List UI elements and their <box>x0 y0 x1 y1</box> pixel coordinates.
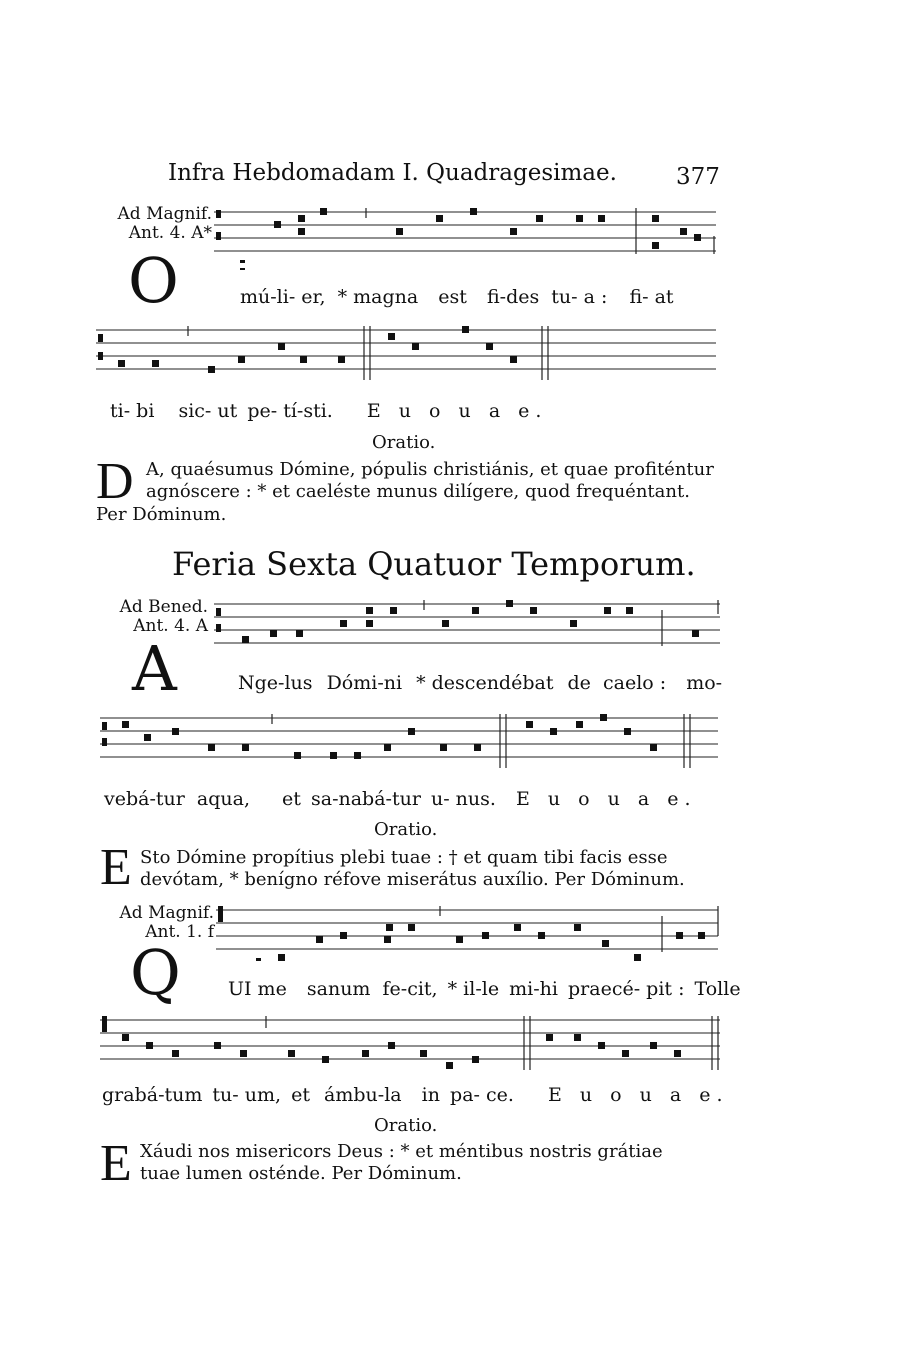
chant1-syl-3: est <box>438 286 467 308</box>
oratio3-line2: tuae lumen osténde. Per Dóminum. <box>140 1163 462 1184</box>
chant2-staff-1 <box>214 600 730 660</box>
chant1-initial: O <box>128 244 179 317</box>
oratio1-line1: A, quaésumus Dómine, pópulis christiánis, et quae profiténtur <box>146 459 714 480</box>
chant2-syl-5: caelo : <box>602 672 667 694</box>
chant2-label <box>92 598 208 636</box>
oratio2-line1: Sto Dómine propítius plebi tuae : † et quam tibi facis esse <box>140 847 668 868</box>
chant3-lyrics-1 <box>228 978 741 1000</box>
chant3-syl-8: grabá-tum <box>102 1084 203 1106</box>
chant2-syl-1: Nge-lus <box>238 672 313 694</box>
chant3-syl-5: mi-hi <box>509 978 558 1000</box>
chant2-syl-2: Dómi-ni <box>326 672 403 694</box>
chant3-label-office: Ad Magnif. <box>119 903 214 923</box>
chant1-staff-1 <box>214 208 720 268</box>
chant1-syl-9: pe- tí-sti. <box>247 400 333 422</box>
chant2-syl-4: de <box>567 672 591 694</box>
oratio2-text <box>140 847 685 891</box>
chant3-syl-12: in <box>421 1084 440 1106</box>
oratio1-text <box>146 459 714 503</box>
chant2-euouae: E u o u a e. <box>515 788 697 810</box>
chant3-syl-7: Tolle <box>694 978 741 1000</box>
chant1-syl-8: sic- ut <box>178 400 238 422</box>
chant3-syl-3: fe-cit, <box>382 978 438 1000</box>
chant1-lyrics-1 <box>240 286 674 308</box>
chant2-syl-9: et <box>282 788 301 810</box>
chant3-syl-6: praecé- pit : <box>568 978 685 1000</box>
chant3-initial: Q <box>130 936 181 1009</box>
oratio2-line2: devótam, * benígno réfove miserátus auxílio. Per Dóminum. <box>140 869 685 890</box>
oratio3-text <box>140 1141 663 1185</box>
chant2-syl-3: * descendébat <box>416 672 554 694</box>
chant1-label-mode: Ant. 4. A* <box>128 223 212 243</box>
chant3-syl-1: UI me <box>228 978 287 1000</box>
chant1-syl-6: fi- at <box>629 286 674 308</box>
chant2-initial: A <box>132 632 177 705</box>
oratio1-heading: Oratio. <box>372 432 436 453</box>
chant1-label-office: Ad Magnif. <box>117 204 212 224</box>
chant2-syl-10: sa-nabá-tur <box>310 788 421 810</box>
chant1-syl-1: mú-li- er, <box>240 286 326 308</box>
chant3-euouae: E u o u a e. <box>547 1084 729 1106</box>
chant3-syl-11: ámbu-la <box>324 1084 402 1106</box>
chant1-syl-2: * magna <box>337 286 419 308</box>
oratio3-line1: Xáudi nos misericors Deus : * et méntibus nostris grátiae <box>140 1141 663 1162</box>
chant2-syl-11: u- nus. <box>430 788 496 810</box>
oratio1-initial: D <box>96 453 134 510</box>
chant3-lyrics-2 <box>102 1084 729 1106</box>
chant2-syl-7: vebá-tur <box>104 788 185 810</box>
chant1-staff-2 <box>96 326 720 386</box>
chant3-syl-9: tu- um, <box>212 1084 282 1106</box>
chant3-staff-2 <box>100 1016 722 1076</box>
oratio1-line3: Per Dóminum. <box>96 504 227 525</box>
chant3-syl-2: sanum <box>306 978 371 1000</box>
chant1-label <box>92 205 212 243</box>
chant2-syl-6: mo- <box>686 672 723 694</box>
section-title: Feria Sexta Quatuor Temporum. <box>172 545 696 583</box>
chant2-syl-8: aqua, <box>196 788 250 810</box>
oratio3-initial: E <box>100 1135 132 1192</box>
chant1-syl-4: fi-des <box>486 286 540 308</box>
chant3-syl-13: pa- ce. <box>450 1084 514 1106</box>
chant2-lyrics-2 <box>104 788 697 810</box>
chant1-euouae: E u o u a e. <box>366 400 548 422</box>
chant1-syl-7: ti- bi <box>110 400 155 422</box>
oratio2-heading: Oratio. <box>374 819 438 840</box>
chant2-staff-2 <box>100 714 720 774</box>
chant1-syl-5: tu- a : <box>551 286 608 308</box>
chant3-syl-4: * il-le <box>447 978 500 1000</box>
page-number: 377 <box>676 164 720 190</box>
running-head-title: Infra Hebdomadam I. Quadragesimae. <box>168 160 617 186</box>
chant2-label-mode: Ant. 4. A <box>133 616 208 636</box>
chant3-staff-1 <box>216 906 722 966</box>
chant3-label-mode: Ant. 1. f <box>145 922 214 942</box>
chant2-lyrics-1 <box>238 672 722 694</box>
chant3-syl-10: et <box>291 1084 310 1106</box>
chant2-label-office: Ad Bened. <box>119 597 208 617</box>
oratio1-line2: agnóscere : * et caeléste munus dilígere, quod frequéntant. <box>146 481 690 502</box>
oratio3-heading: Oratio. <box>374 1115 438 1136</box>
oratio2-initial: E <box>100 839 132 896</box>
chant1-lyrics-2 <box>110 400 547 422</box>
